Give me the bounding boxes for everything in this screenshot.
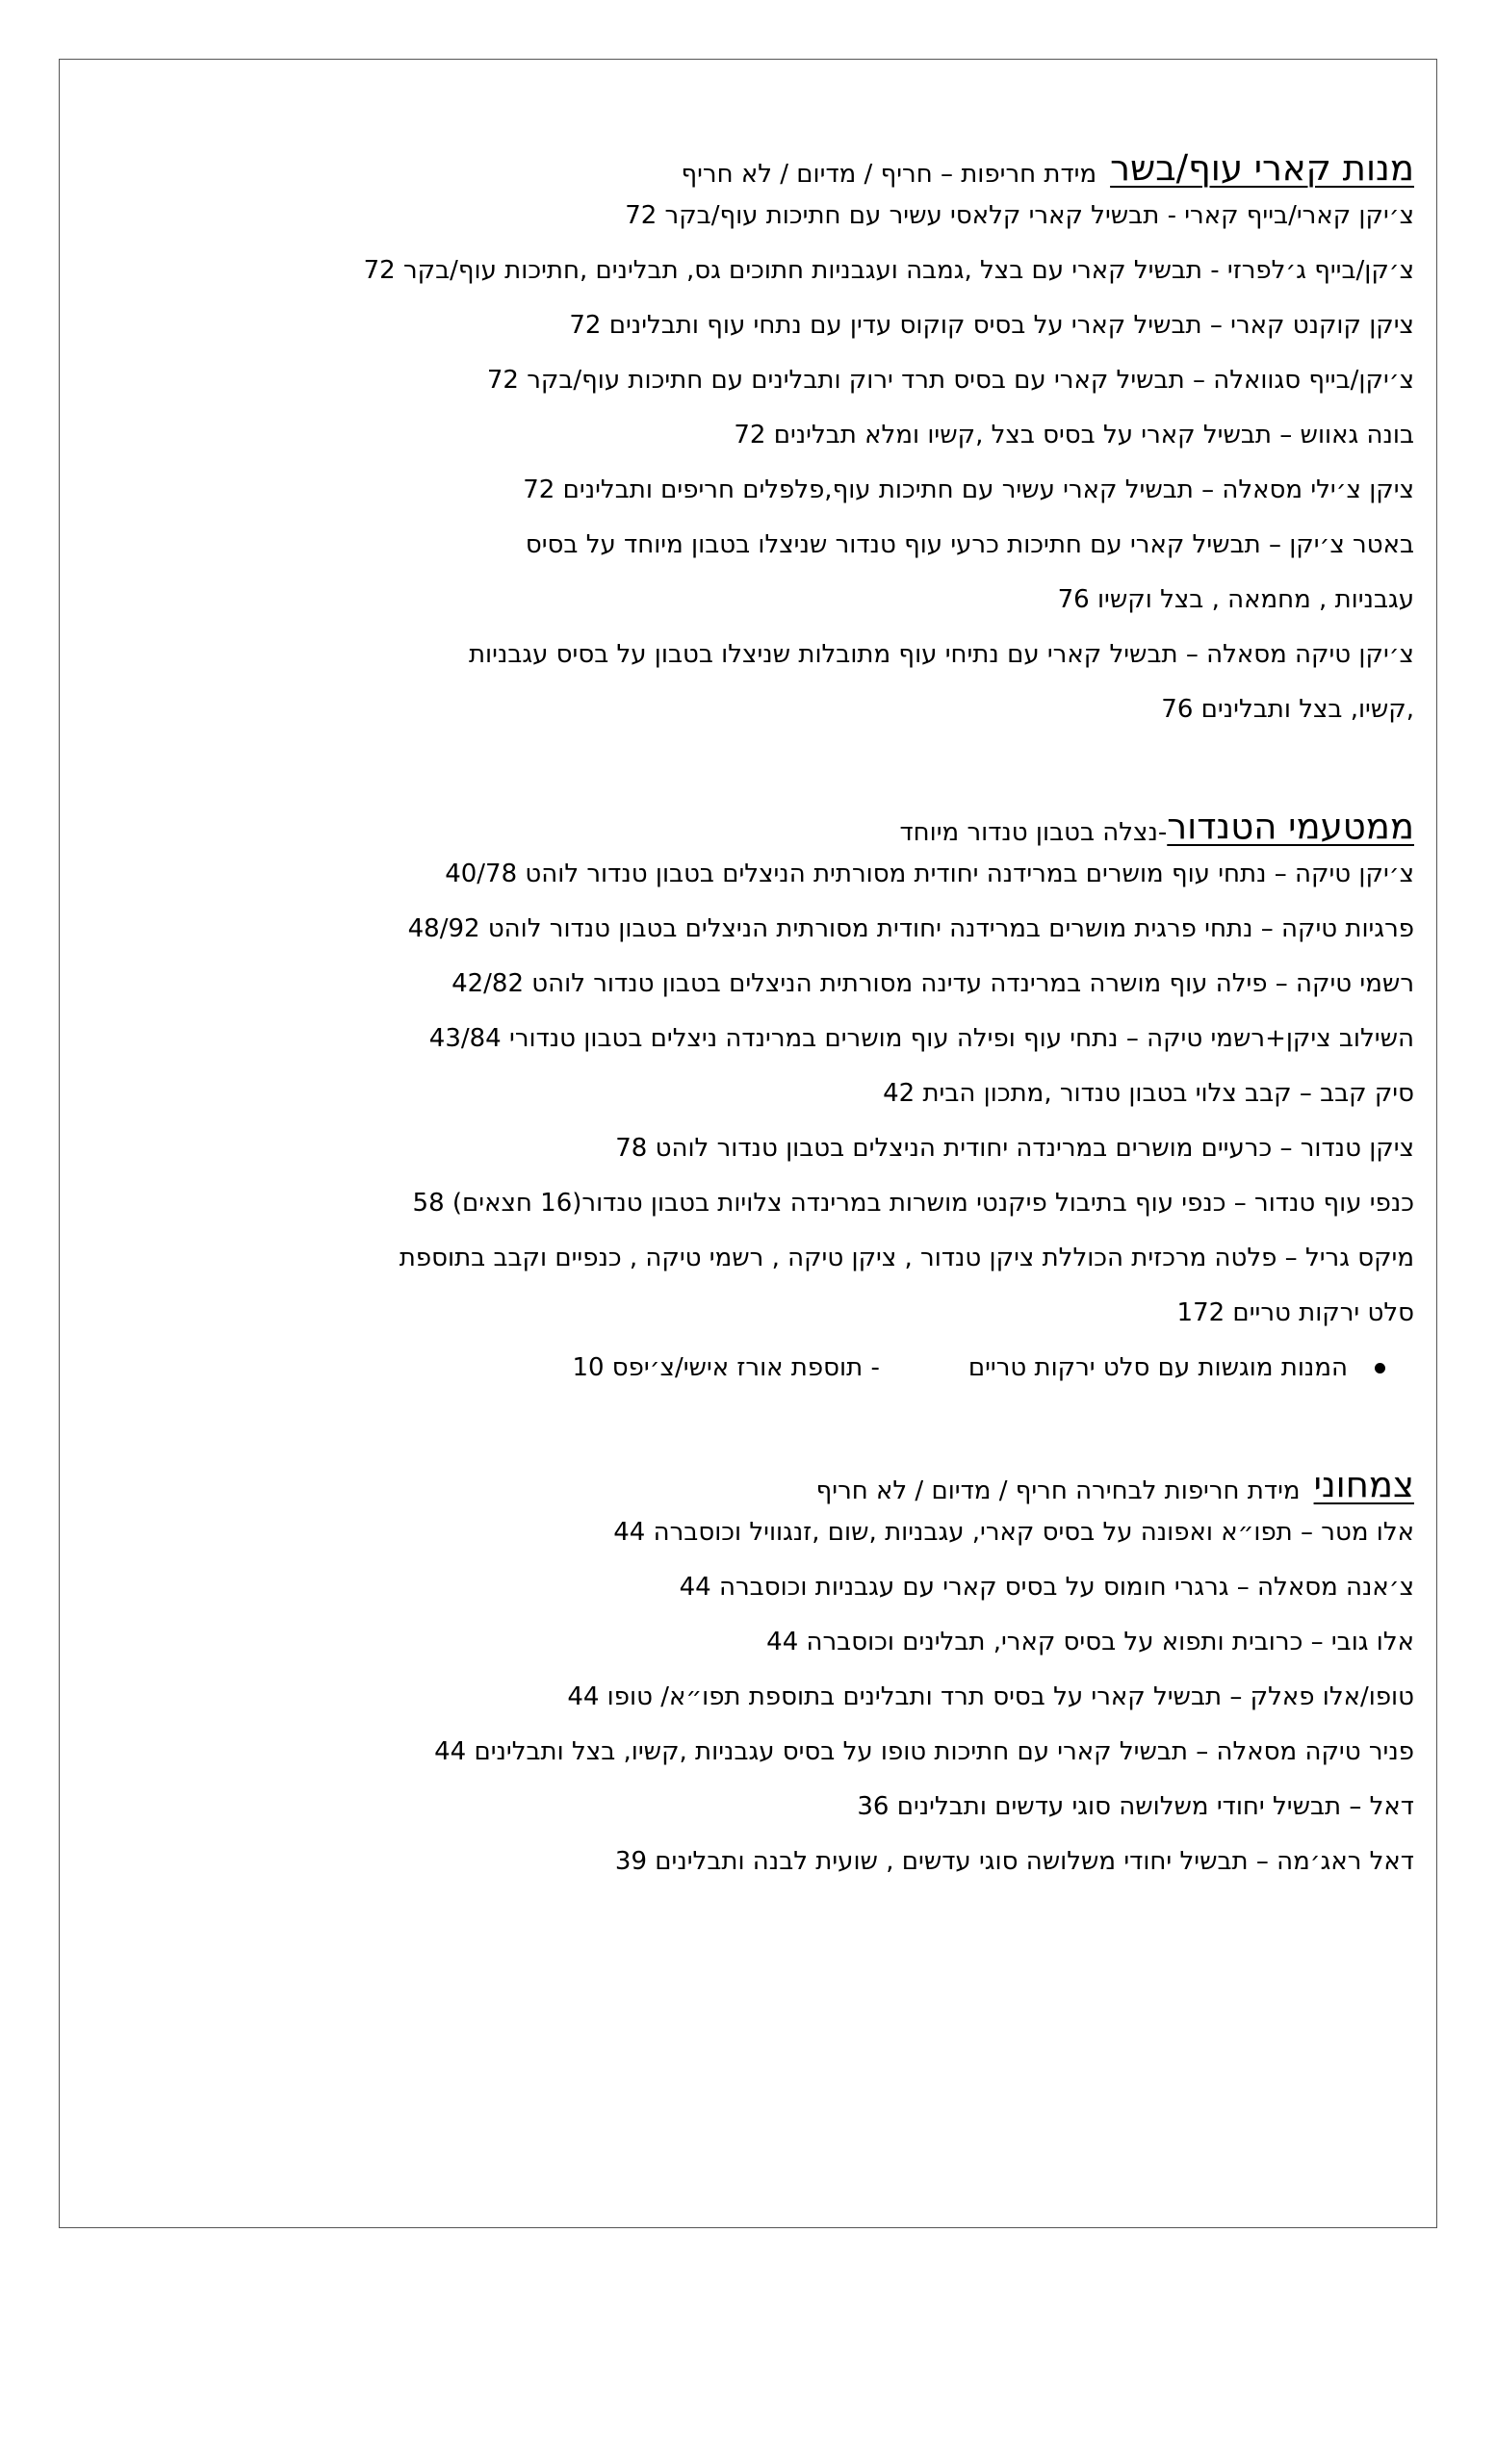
menu-item-continuation: סלט ירקות טריים 172	[1176, 1298, 1414, 1327]
menu-item: באטר צ׳יקן – תבשיל קארי עם חתיכות כרעי עוף טנדור שניצלו בטבון מיוחד על בסיס	[525, 530, 1414, 559]
section-title: מנות קארי עוף/בשר	[1110, 147, 1414, 189]
menu-item: דאל – תבשיל יחודי משלושה סוגי עדשים ותבלינים 36	[857, 1792, 1414, 1821]
menu-item: צ׳יקן קארי/בייף קארי - תבשיל קארי קלאסי עשיר עם חתיכות עוף/בקר 72	[625, 201, 1414, 230]
section-vegetarian	[144, 1450, 1414, 1889]
menu-item: צ׳אנה מסאלה – גרגרי חומוס על בסיס קארי עם עגבניות וכוסברה 44	[679, 1573, 1414, 1602]
section-tandoor	[144, 791, 1414, 1396]
bullet-icon	[1375, 1363, 1385, 1373]
menu-item: צ׳יקן טיקה – נתחי עוף מושרים במרידנה יחודית מסורתית הניצלים בטבון טנדור לוהט 40/78	[445, 860, 1414, 888]
menu-item: אלו גובי – כרובית ותפוא על בסיס קארי, תבלינים וכוסברה 44	[766, 1628, 1414, 1656]
spice-level-note: מידת חריפות לבחירה חריף / מדיום / לא חריף	[815, 1476, 1301, 1505]
section-title: ממטעמי הטנדור	[1167, 806, 1414, 847]
section-subtitle: -נצלה בטבון טנדור מיוחד	[899, 818, 1168, 847]
spice-level-note: מידת חריפות – חריף / מדיום / לא חריף	[681, 160, 1097, 189]
menu-item: אלו מטר – תפו״א ואפונה על בסיס קארי, עגבניות ,שום ,זנגוויל וכוסברה 44	[613, 1518, 1414, 1547]
menu-item: צ׳יקן טיקה מסאלה – תבשיל קארי עם נתיחי עוף מתובלות שניצלו בטבון על בסיס עגבניות	[468, 640, 1414, 669]
section-heading	[144, 1450, 1414, 1505]
menu-item: ציקן טנדור – כרעיים מושרים במרינדה יחודית הניצלים בטבון טנדור לוהט 78	[615, 1134, 1414, 1163]
menu-item: צ׳יקן/בייף סגוואלה – תבשיל קארי עם בסיס תרד ירוק ותבלינים עם חתיכות עוף/בקר 72	[486, 366, 1414, 395]
menu-document	[144, 133, 1414, 1889]
menu-item: פניר טיקה מסאלה – תבשיל קארי עם חתיכות טופו על בסיס עגבניות ,קשיו, בצל ותבלינים 44	[434, 1737, 1414, 1766]
menu-item-continuation: ,קשיו, בצל ותבלינים 76	[1161, 695, 1414, 724]
menu-item: השילוב ציקן+רשמי טיקה – נתחי עוף ופילה עוף מושרים במרינדה ניצלים בטבון טנדורי 43/84	[428, 1024, 1414, 1053]
menu-item: מיקס גריל – פלטה מרכזית הכוללת ציקן טנדור , ציקן טיקה , רשמי טיקה , כנפיים וקבב בתוספת	[399, 1244, 1414, 1272]
menu-item: כנפי עוף טנדור – כנפי עוף בתיבול פיקנטי מושרות במרינדה צלויות בטבון טנדור(16 חצאים) 58	[412, 1189, 1414, 1218]
section-heading	[144, 791, 1414, 847]
menu-item: טופו/אלו פאלק – תבשיל קארי על בסיס תרד ותבלינים בתוספת תפו״א/ טופו 44	[567, 1682, 1414, 1711]
served-with-text: המנות מוגשות עם סלט ירקות טריים	[967, 1353, 1348, 1382]
menu-item-continuation: עגבניות , מחמאה , בצל וקשיו 76	[1057, 585, 1414, 614]
section-heading	[144, 133, 1414, 189]
menu-item: צ׳קן/בייף ג׳לפרזי - תבשיל קארי עם בצל ,גמבה ועגבניות חתוכים גס, תבלינים ,חתיכות עוף/בקר 72	[363, 256, 1414, 285]
menu-item: רשמי טיקה – פילה עוף מושרה במרינדה עדינה מסורתית הניצלים בטבון טנדור לוהט 42/82	[451, 969, 1414, 998]
menu-item: סיק קבב – קבב צלוי בטבון טנדור ,מתכון הבית 42	[883, 1079, 1414, 1108]
side-dish-addon: - תוספת אורז אישי/צ׳יפס 10	[572, 1353, 880, 1382]
served-with-note	[144, 1341, 1385, 1396]
section-curry-meat	[144, 133, 1414, 737]
menu-item: פרגיות טיקה – נתחי פרגית מושרים במרידנה יחודית מסורתית הניצלים בטבון טנדור לוהט 48/92	[407, 914, 1414, 943]
menu-item: ציקן קוקנט קארי – תבשיל קארי על בסיס קוקוס עדין עם נתחי עוף ותבלינים 72	[569, 311, 1414, 340]
menu-item: בונה גאווש – תבשיל קארי על בסיס בצל ,קשיו ומלא תבלינים 72	[734, 421, 1414, 449]
menu-item: דאל ראג׳מה – תבשיל יחודי משלושה סוגי עדשים , שועית לבנה ותבלינים 39	[614, 1847, 1414, 1876]
menu-item: ציקן צ׳ילי מסאלה – תבשיל קארי עשיר עם חתיכות עוף,פלפלים חריפים ותבלינים 72	[523, 475, 1414, 504]
section-title: צמחוני	[1313, 1464, 1414, 1505]
